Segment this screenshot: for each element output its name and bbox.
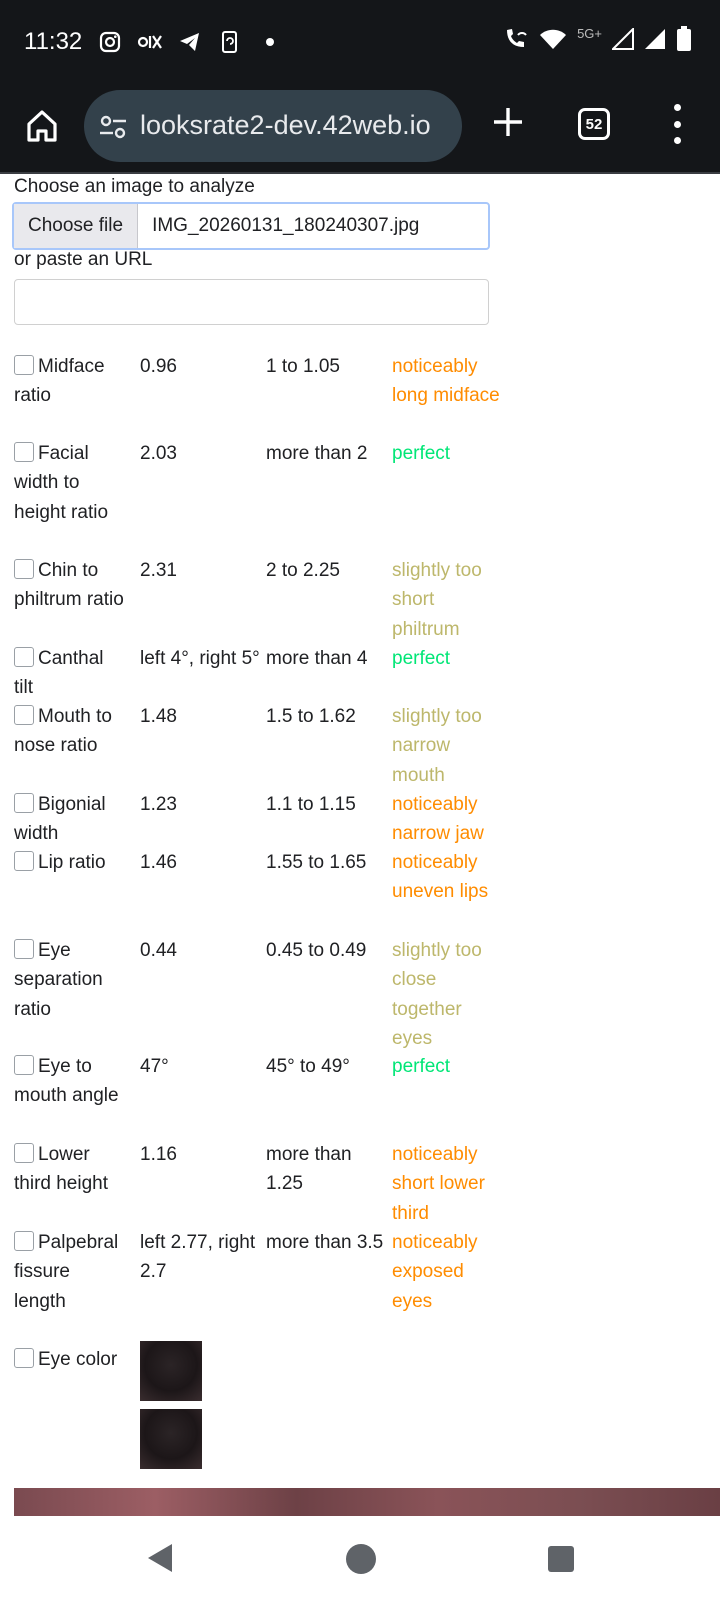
metric-verdict: noticeably exposed eyes xyxy=(392,1232,478,1312)
choose-image-label: Choose an image to analyze xyxy=(14,176,255,197)
metric-verdict: slightly too close together eyes xyxy=(392,940,482,1050)
choose-file-button[interactable]: Choose file xyxy=(14,204,138,248)
metric-verdict: noticeably long midface xyxy=(392,356,500,407)
metric-ideal-range: more than 2 xyxy=(266,443,368,464)
network-type: 5G+ xyxy=(577,26,602,41)
system-icons xyxy=(503,26,692,57)
metric-label: Lip ratio xyxy=(38,852,106,873)
metric-label: Palpebral fissure length xyxy=(14,1232,119,1312)
wifi-icon xyxy=(539,28,567,55)
wifi-call-icon xyxy=(503,27,529,56)
analyzed-photo xyxy=(14,1488,720,1516)
metric-name xyxy=(14,702,126,761)
status-bar xyxy=(0,0,720,86)
metric-value: 47° xyxy=(140,1056,169,1077)
metric-verdict: perfect xyxy=(392,443,451,464)
metric-name xyxy=(14,439,126,527)
menu-dot-icon xyxy=(674,137,681,144)
metric-name xyxy=(14,1052,126,1111)
home-button[interactable] xyxy=(22,106,62,146)
metric-ideal-range: more than 4 xyxy=(266,648,368,669)
metric-name xyxy=(14,790,126,849)
metric-checkbox[interactable] xyxy=(14,851,34,871)
site-settings-icon[interactable] xyxy=(98,112,128,142)
metric-value: 1.46 xyxy=(140,852,177,873)
metric-value: 0.44 xyxy=(140,940,177,961)
metric-ideal-range: 1.5 to 1.62 xyxy=(266,706,356,727)
metric-ideal-range: 0.45 to 0.49 xyxy=(266,940,367,961)
metric-name xyxy=(14,352,126,411)
metric-value: 2.03 xyxy=(140,443,177,464)
telegram-icon xyxy=(176,28,204,56)
overflow-menu-button[interactable] xyxy=(666,104,688,144)
metric-checkbox[interactable] xyxy=(14,1143,34,1163)
notification-icons xyxy=(96,28,284,56)
metric-checkbox[interactable] xyxy=(14,705,34,725)
url-text: looksrate2-dev.42web.io xyxy=(140,110,431,140)
metric-value: 1.23 xyxy=(140,794,177,815)
selected-file-name: IMG_20260131_180240307.jpg xyxy=(152,215,420,236)
metric-value: left 2.77, right 2.7 xyxy=(140,1232,256,1283)
dot-icon xyxy=(256,28,284,56)
signal-icon xyxy=(612,28,634,55)
menu-dot-icon xyxy=(674,104,681,111)
phone-sync-icon xyxy=(216,28,244,56)
metric-verdict: noticeably narrow jaw xyxy=(392,794,484,845)
browser-toolbar xyxy=(0,86,720,174)
metric-verdict: slightly too narrow mouth xyxy=(392,706,482,786)
signal-icon xyxy=(644,28,666,55)
system-nav-bar xyxy=(0,1516,720,1600)
metric-checkbox[interactable] xyxy=(14,939,34,959)
left-eye-swatch xyxy=(140,1341,202,1401)
metric-label: Lower third height xyxy=(14,1144,109,1195)
back-icon xyxy=(146,1542,174,1574)
metric-ideal-range: more than 1.25 xyxy=(266,1144,352,1195)
metric-label: Eye separation ratio xyxy=(14,940,103,1020)
olx-icon xyxy=(136,28,164,56)
metric-ideal-range: 1.1 to 1.15 xyxy=(266,794,356,815)
battery-icon xyxy=(676,26,692,57)
home-nav-button[interactable] xyxy=(346,1544,376,1574)
plus-icon xyxy=(488,102,528,142)
metric-label: Eye to mouth angle xyxy=(14,1056,119,1107)
file-input[interactable] xyxy=(12,202,490,250)
metric-name xyxy=(14,1345,126,1374)
right-eye-swatch xyxy=(140,1409,202,1469)
metric-label: Midface ratio xyxy=(14,356,105,407)
metric-ideal-range: 2 to 2.25 xyxy=(266,560,340,581)
metric-checkbox[interactable] xyxy=(14,647,34,667)
metric-value: 2.31 xyxy=(140,560,177,581)
metric-name xyxy=(14,1228,126,1316)
metric-label: Mouth to nose ratio xyxy=(14,706,112,757)
metric-checkbox[interactable] xyxy=(14,1055,34,1075)
table-row xyxy=(14,1345,504,1475)
metric-checkbox[interactable] xyxy=(14,559,34,579)
metric-name xyxy=(14,644,126,703)
metric-label: Facial width to height ratio xyxy=(14,443,109,523)
metric-checkbox[interactable] xyxy=(14,793,34,813)
recents-button[interactable] xyxy=(548,1546,574,1572)
home-icon xyxy=(22,106,62,146)
metric-value: left 4°, right 5° xyxy=(140,648,260,669)
metric-label: Chin to philtrum ratio xyxy=(14,560,124,611)
metric-ideal-range: 1 to 1.05 xyxy=(266,356,340,377)
metric-name xyxy=(14,1140,126,1199)
metric-label: Canthal tilt xyxy=(14,648,104,699)
clock: 11:32 xyxy=(24,28,83,55)
instagram-icon xyxy=(96,28,124,56)
metric-verdict: noticeably short lower third xyxy=(392,1144,485,1224)
address-bar[interactable] xyxy=(84,90,462,162)
new-tab-button[interactable] xyxy=(488,102,528,142)
metric-checkbox[interactable] xyxy=(14,1231,34,1251)
metric-label: Eye color xyxy=(38,1349,118,1370)
url-label: or paste an URL xyxy=(14,249,153,270)
metric-verdict: slightly too short philtrum xyxy=(392,560,482,640)
metric-name xyxy=(14,556,126,615)
metric-name xyxy=(14,848,126,877)
tab-switcher-button[interactable] xyxy=(578,108,610,140)
metric-label: Bigonial width xyxy=(14,794,106,845)
menu-dot-icon xyxy=(674,121,681,128)
metric-verdict: perfect xyxy=(392,1056,451,1077)
metric-verdict: perfect xyxy=(392,648,451,669)
metric-name xyxy=(14,936,126,1024)
tab-count: 52 xyxy=(585,115,603,133)
metric-ideal-range: 45° to 49° xyxy=(266,1056,350,1077)
back-button[interactable] xyxy=(146,1542,174,1579)
metric-checkbox[interactable] xyxy=(14,1348,34,1368)
metric-ideal-range: 1.55 to 1.65 xyxy=(266,852,367,873)
url-input[interactable] xyxy=(14,279,489,325)
page-content xyxy=(0,176,720,1516)
metric-checkbox[interactable] xyxy=(14,442,34,462)
metric-verdict: noticeably uneven lips xyxy=(392,852,489,903)
metric-ideal-range: more than 3.5 xyxy=(266,1232,384,1253)
metric-value: 1.16 xyxy=(140,1144,177,1165)
metric-value: 0.96 xyxy=(140,356,177,377)
metric-value: 1.48 xyxy=(140,706,177,727)
metric-checkbox[interactable] xyxy=(14,355,34,375)
